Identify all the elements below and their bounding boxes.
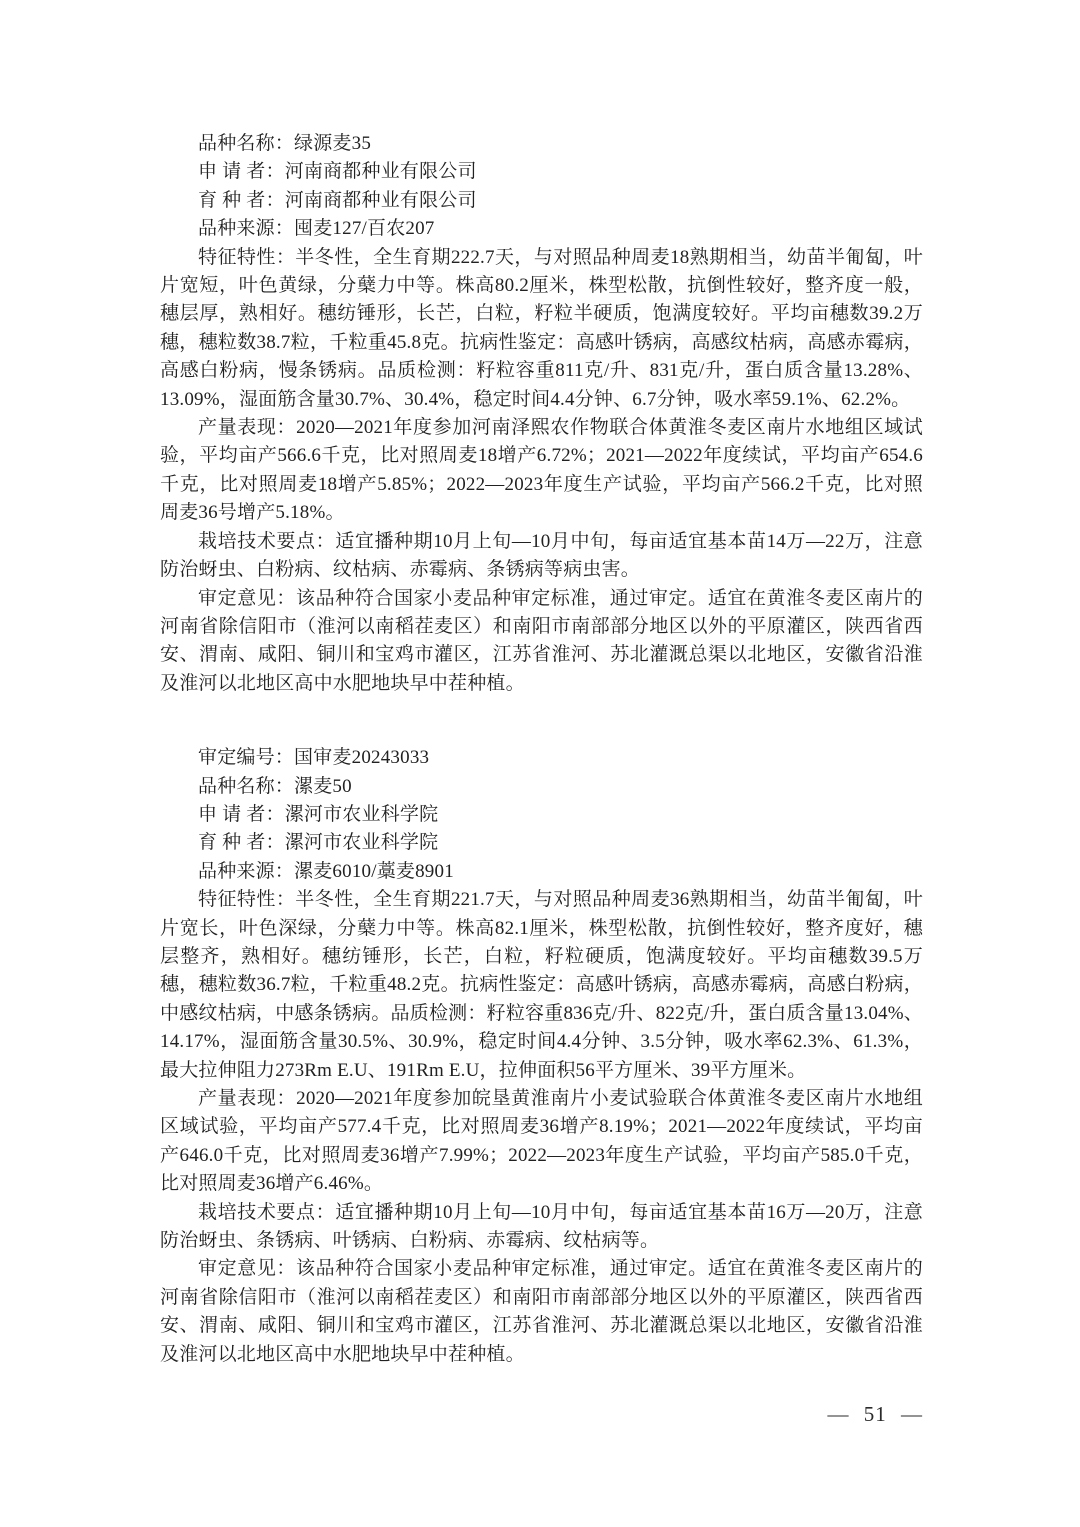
field-label: 审定编号： [198,747,295,769]
field-line [160,130,923,158]
field-line [160,829,923,857]
field-label: 品种来源： [198,218,295,240]
field-value: 漯麦6010/藁麦8901 [294,860,454,882]
field-line [160,858,923,886]
page-number: — 51 — [827,1402,923,1426]
paragraph-cultivation: 栽培技术要点：适宜播种期10月上旬—10月中旬，每亩适宜基本苗14万—22万，注意防治蚜虫、白粉病、纹枯病、赤霉病、条锈病等病虫害。 [160,530,923,581]
field-value: 国审麦20243033 [294,747,430,769]
variety-entry [160,744,923,1369]
variety-entry [160,130,923,698]
page-body [160,130,923,1369]
field-value: 漯河市农业科学院 [284,803,439,825]
field-value: 河南商都种业有限公司 [284,161,477,183]
paragraph-yield: 产量表现：2020—2021年度参加河南泽熙农作物联合体黄淮冬麦区南片水地组区域试验，平均亩产566.6千克，比对照周麦18增产6.72%；2021—2022年度续试，平均亩产654.6千克，比对照周麦18增产5.85%；2022—2023年度生产试验，平均亩产566.2千克，比对照周麦36号增产5.18%。 [160,417,923,524]
paragraph-traits: 特征特性：半冬性，全生育期221.7天，与对照品种周麦36熟期相当，幼苗半匍匐，叶片宽长，叶色深绿，分蘖力中等。株高82.1厘米，株型松散，抗倒性较好，整齐度好，穗层整齐，熟相好。穗纺锤形，长芒，白粒，籽粒硬质，饱满度较好。平均亩穗数39.5万穗，穗粒数36.7粒，千粒重48.2克。抗病性鉴定：高感叶锈病，高感赤霉病，高感白粉病，中感纹枯病，中感条锈病。品质检测：籽粒容重836克/升、822克/升，蛋白质含量13.04%、14.17%，湿面筋含量30.5%、30.9%，稳定时间4.4分钟、3.5分钟，吸水率62.3%、61.3%，最大拉伸阻力273Rm E.U、191Rm E.U，拉伸面积56平方厘米、39平方厘米。 [160,889,923,1081]
field-line [160,187,923,215]
field-line [160,773,923,801]
field-label: 品种名称： [198,133,295,154]
paragraph-yield: 产量表现：2020—2021年度参加皖垦黄淮南片小麦试验联合体黄淮冬麦区南片水地组区域试验，平均亩产577.4千克，比对照周麦36增产8.19%；2021—2022年度续试，平均亩产646.0千克，比对照周麦36增产7.99%；2022—2023年度生产试验，平均亩产585.0千克，比对照周麦36增产6.46%。 [160,1088,923,1195]
field-value: 河南商都种业有限公司 [284,189,477,211]
field-label: 申 请 者： [198,161,285,183]
field-line [160,801,923,829]
field-label: 品种来源： [198,860,295,882]
paragraph-cultivation: 栽培技术要点：适宜播种期10月上旬—10月中旬，每亩适宜基本苗16万—20万，注意防治蚜虫、条锈病、叶锈病、白粉病、赤霉病、纹枯病等。 [160,1201,923,1252]
field-value: 囤麦127/百农207 [294,218,435,240]
field-label: 育 种 者： [198,832,285,854]
paragraph-approval-opinion: 审定意见：该品种符合国家小麦品种审定标准，通过审定。适宜在黄淮冬麦区南片的河南省除信阳市（淮河以南稻茬麦区）和南阳市南部部分地区以外的平原灌区，陕西省西安、渭南、咸阳、铜川和宝鸡市灌区，江苏省淮河、苏北灌溉总渠以北地区，安徽省沿淮及淮河以北地区高中水肥地块早中茬种植。 [160,587,923,694]
field-value: 绿源麦35 [294,133,372,154]
field-line [160,744,923,772]
paragraph-approval-opinion: 审定意见：该品种符合国家小麦品种审定标准，通过审定。适宜在黄淮冬麦区南片的河南省除信阳市（淮河以南稻茬麦区）和南阳市南部部分地区以外的平原灌区，陕西省西安、渭南、咸阳、铜川和宝鸡市灌区，江苏省淮河、苏北灌溉总渠以北地区，安徽省沿淮及淮河以北地区高中水肥地块早中茬种植。 [160,1258,923,1365]
field-label: 申 请 者： [198,803,285,825]
field-label: 品种名称： [198,775,295,797]
field-value: 漯麦50 [294,775,352,797]
field-label: 育 种 者： [198,189,285,211]
field-line [160,215,923,243]
field-line [160,158,923,186]
field-value: 漯河市农业科学院 [284,832,439,854]
paragraph-traits: 特征特性：半冬性，全生育期222.7天，与对照品种周麦18熟期相当，幼苗半匍匐，叶片宽短，叶色黄绿，分蘖力中等。株高80.2厘米，株型松散，抗倒性较好，整齐度一般，穗层厚，熟相好。穗纺锤形，长芒，白粒，籽粒半硬质，饱满度较好。平均亩穗数39.2万穗，穗粒数38.7粒，千粒重45.8克。抗病性鉴定：高感叶锈病，高感纹枯病，高感赤霉病，高感白粉病，慢条锈病。品质检测：籽粒容重811克/升、831克/升，蛋白质含量13.28%、13.09%，湿面筋含量30.7%、30.4%，稳定时间4.4分钟、6.7分钟，吸水率59.1%、62.2%。 [160,246,923,410]
